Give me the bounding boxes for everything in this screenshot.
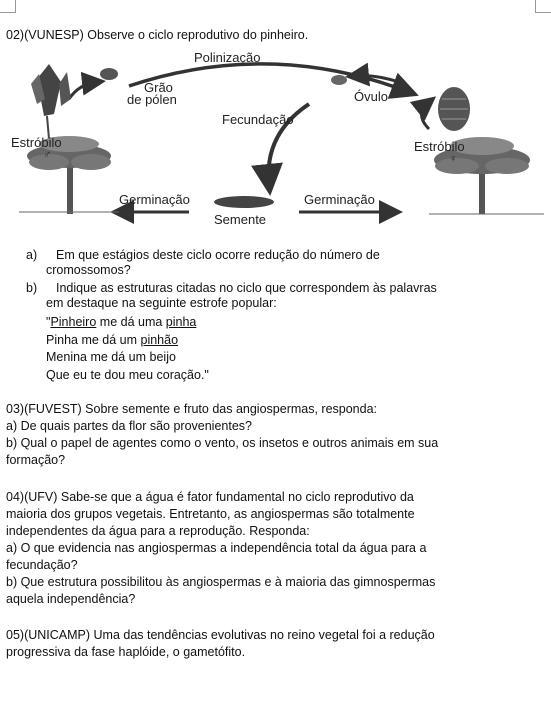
verse2-pinhao: pinhão — [140, 333, 179, 347]
q02-b-line2: em destaque na seguinte estrofe popular: — [46, 296, 277, 310]
label-estrobilo-male: Estróbilo — [11, 135, 62, 150]
verse-line-4: Que eu te dou meu coração." — [46, 368, 209, 382]
arrow-tree-to-estrobilo-right — [422, 102, 430, 129]
label-germinacao-left: Germinação — [119, 192, 190, 207]
verse-line-2 — [46, 333, 178, 348]
label-germinacao-right: Germinação — [304, 192, 375, 207]
q04-line3: independentes da água para a reprodução. Responda: — [6, 524, 310, 538]
verse1-pinheiro: Pinheiro — [50, 315, 97, 329]
page-corner-right — [535, 0, 551, 13]
pollen-grain-illustration — [100, 68, 118, 80]
q04-a-line1: a) O que evidencia nas angiospermas a independência total da água para a — [6, 541, 427, 555]
q02-a-line1: Em que estágios deste ciclo ocorre redução do número de — [56, 248, 380, 262]
female-symbol: ♀ — [449, 153, 458, 165]
arrow-estrobilo-to-polen — [69, 82, 97, 99]
q03-b-line1: b) Qual o papel de agentes como o vento, os insetos e outros animais em sua — [6, 436, 439, 450]
page-corner-left — [0, 0, 16, 13]
label-fecundacao: Fecundação — [222, 112, 294, 127]
verse1-quote: " — [46, 315, 51, 329]
verse2-pre: Pinha me dá um — [46, 333, 141, 347]
q02-title: 02)(VUNESP) Observe o ciclo reprodutivo do pinheiro. — [6, 28, 309, 42]
seed-illustration — [214, 196, 274, 208]
q05-line2: progressiva da fase haplóide, o gametófito. — [6, 645, 246, 659]
label-semente: Semente — [214, 212, 267, 227]
label-polinizacao: Polinização — [194, 50, 261, 65]
verse1-pinha: pinha — [165, 315, 197, 329]
female-cone-illustration — [438, 87, 470, 131]
q04-a-line2: fecundação? — [6, 558, 78, 572]
q02-b-line1: Indique as estruturas citadas no ciclo que correspondem às palavras — [56, 281, 437, 295]
q02-b-label: b) — [26, 281, 38, 295]
q03-title: 03)(FUVEST) Sobre semente e fruto das angiospermas, responda: — [6, 402, 378, 416]
q05-line1: 05)(UNICAMP) Uma das tendências evolutivas no reino vegetal foi a redução — [6, 628, 435, 642]
male-strobilus-illustration — [31, 64, 71, 139]
q04-b-line1: b) Que estrutura possibilitou às angiospermas e à maioria das gimnospermas — [6, 575, 436, 589]
verse1-mid: me dá uma — [96, 315, 166, 329]
q04-line1: 04)(UFV) Sabe-se que a água é fator fundamental no ciclo reprodutivo da — [6, 490, 414, 504]
label-estrobilo-female: Estróbilo — [414, 139, 465, 154]
ovule-illustration — [331, 75, 347, 85]
verse-line-3: Menina me dá um beijo — [46, 350, 176, 364]
q02-a-line2: cromossomos? — [46, 263, 131, 277]
pine-cycle-diagram — [9, 44, 547, 244]
q03-b-line2: formação? — [6, 453, 66, 467]
q04-b-line2: aquela independência? — [6, 592, 136, 606]
label-grao: Grão — [144, 80, 173, 95]
male-symbol: ♂ — [43, 149, 52, 161]
verse-line-1 — [46, 315, 196, 330]
q04-line2: maioria dos grupos vegetais. Entretanto, as angiospermas são totalmente — [6, 507, 415, 521]
label-de-polen: de pólen — [127, 92, 177, 107]
label-ovulo: Óvulo — [354, 89, 388, 104]
pine-cycle-figure — [9, 44, 547, 244]
q02-a-label: a) — [26, 248, 38, 262]
q03-a: a) De quais partes da flor são provenientes? — [6, 419, 252, 433]
